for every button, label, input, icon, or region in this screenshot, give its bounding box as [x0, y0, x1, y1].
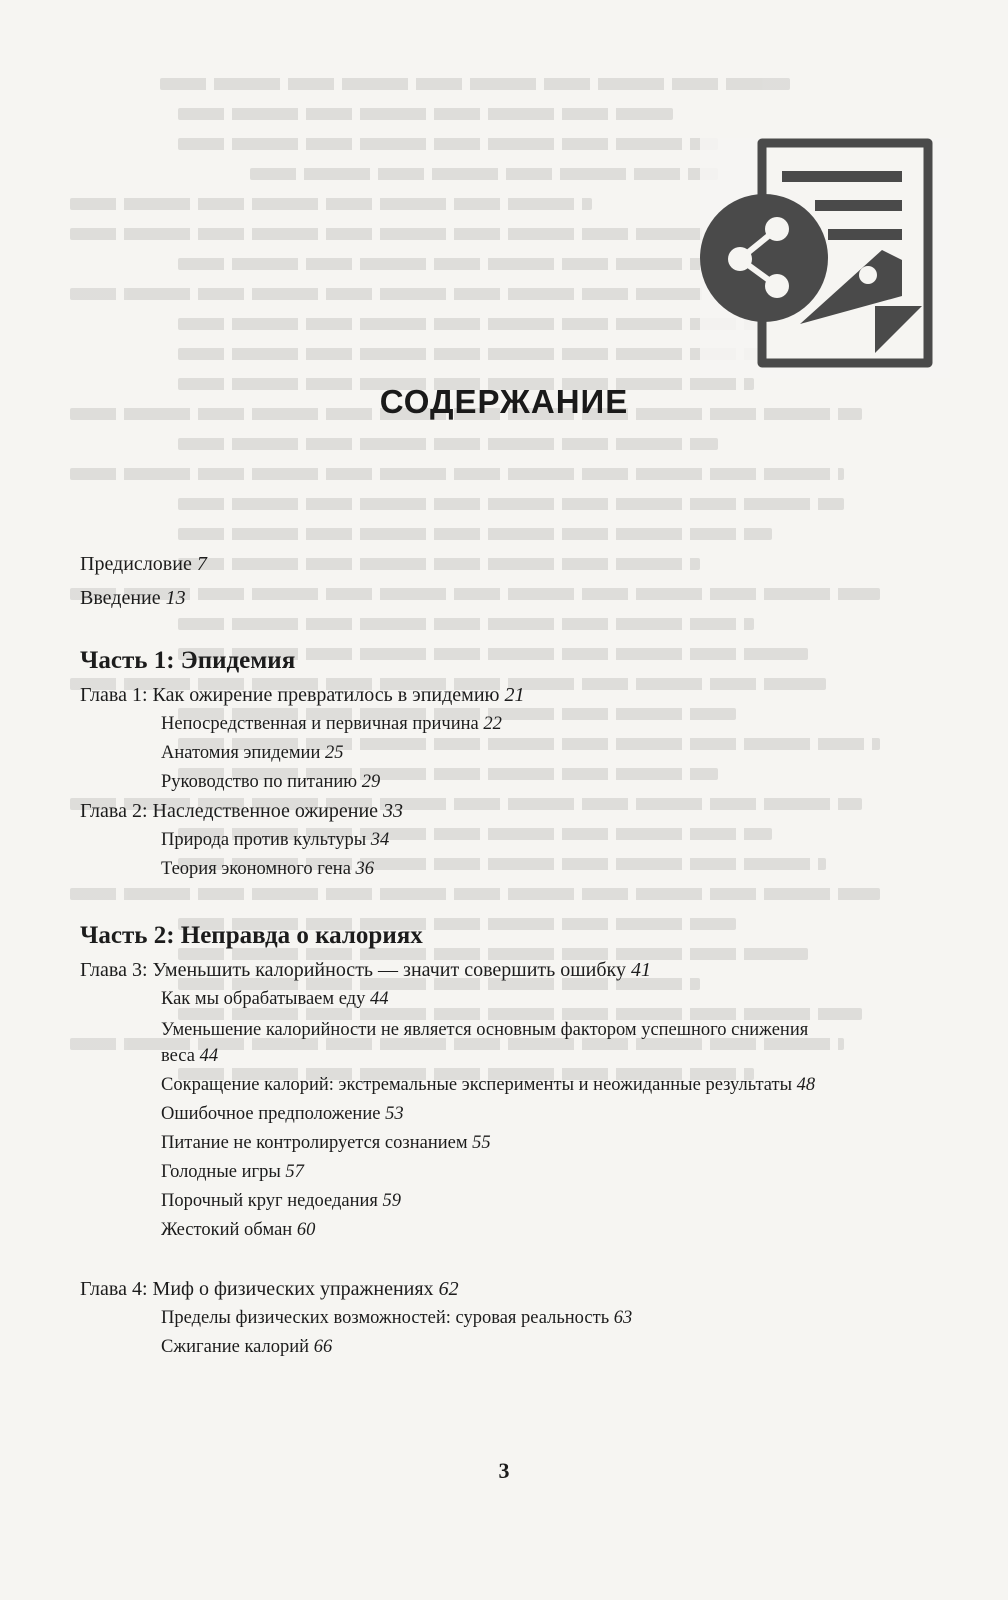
- section-title: Пределы физических возможностей: суровая реальность: [161, 1308, 610, 1328]
- toc-entry-preface: [80, 550, 940, 579]
- section-title: Ошибочное предположение: [161, 1104, 381, 1124]
- part-heading: Часть 1: Эпидемия: [80, 647, 296, 674]
- section-title: Как мы обрабатываем еду: [161, 989, 366, 1009]
- toc-section: [161, 826, 940, 855]
- toc-section: [161, 1129, 940, 1158]
- toc-section: [161, 1187, 940, 1216]
- toc-section: [161, 1100, 940, 1129]
- toc-section: [161, 855, 940, 884]
- toc-section: [161, 1216, 940, 1245]
- section-title: Питание не контролируется сознанием: [161, 1133, 468, 1153]
- section-title: Руководство по питанию: [161, 772, 358, 792]
- share-document-icon: [700, 138, 950, 378]
- section-page: 59: [382, 1191, 402, 1211]
- part-heading: Часть 2: Неправда о калориях: [80, 922, 423, 949]
- section-page: 44: [369, 989, 389, 1009]
- page-title: СОДЕРЖАНИЕ: [379, 383, 629, 420]
- section-page: 34: [370, 830, 390, 850]
- section-page: 55: [472, 1133, 491, 1153]
- chapter-title: Миф о физических упражнениях: [152, 1278, 434, 1300]
- chapter-label: Глава 3:: [80, 959, 153, 981]
- toc-section: [161, 985, 940, 1014]
- section-title: Природа против культуры: [161, 830, 367, 850]
- entry-title: Введение: [80, 587, 161, 609]
- chapter-label: Глава 2:: [80, 800, 153, 822]
- chapter-label: Глава 1:: [80, 684, 153, 706]
- toc-entry-introduction: [80, 584, 940, 613]
- chapter-title: Как ожирение превратилось в эпидемию: [152, 684, 500, 706]
- toc-section: [161, 739, 940, 768]
- chapter-page: 62: [438, 1278, 459, 1300]
- toc-section: [161, 1333, 940, 1362]
- entry-page: 7: [196, 553, 207, 575]
- section-page: 53: [385, 1104, 404, 1124]
- chapter-page: 33: [383, 800, 404, 822]
- toc-section: [161, 1304, 940, 1333]
- chapter-title: Уменьшить калорийность — значит совершить ошибку: [152, 959, 626, 981]
- toc-section: [161, 1071, 940, 1100]
- section-title: Порочный круг недоедания: [161, 1191, 378, 1211]
- toc-section: [161, 1017, 841, 1069]
- section-title: Голодные игры: [161, 1162, 281, 1182]
- toc-section: [161, 768, 940, 797]
- chapter-label: Глава 4:: [80, 1278, 153, 1300]
- section-page: 57: [285, 1162, 304, 1182]
- toc-chapter: [80, 956, 940, 985]
- toc-section: [161, 1158, 940, 1187]
- toc-chapter: [80, 1275, 940, 1304]
- section-page: 48: [796, 1075, 816, 1095]
- table-of-contents: [80, 550, 940, 1362]
- section-title: Непосредственная и первичная причина: [161, 714, 479, 734]
- chapter-page: 21: [504, 684, 525, 706]
- section-page: 29: [361, 772, 381, 792]
- section-page: 66: [313, 1337, 333, 1357]
- section-page: 60: [296, 1220, 316, 1240]
- section-title: Сокращение калорий: экстремальные эксперименты и неожиданные результаты: [161, 1075, 793, 1095]
- toc-chapter: [80, 797, 940, 826]
- section-title: Теория экономного гена: [161, 859, 351, 879]
- section-page: 63: [613, 1308, 633, 1328]
- section-page: 36: [355, 859, 375, 879]
- section-title: Анатомия эпидемии: [161, 743, 321, 763]
- section-title: Жестокий обман: [161, 1220, 293, 1240]
- page-number: 3: [498, 1458, 510, 1483]
- toc-section: [161, 710, 940, 739]
- entry-title: Предисловие: [80, 553, 192, 575]
- section-title: Сжигание калорий: [161, 1337, 310, 1357]
- chapter-page: 41: [631, 959, 651, 981]
- section-page: 44: [199, 1046, 219, 1066]
- section-title: Уменьшение калорийности не является основным фактором успешного снижения веса: [161, 1020, 809, 1066]
- entry-page: 13: [165, 587, 186, 609]
- chapter-title: Наследственное ожирение: [152, 800, 379, 822]
- toc-chapter: [80, 681, 940, 710]
- section-page: 22: [483, 714, 502, 734]
- section-page: 25: [324, 743, 344, 763]
